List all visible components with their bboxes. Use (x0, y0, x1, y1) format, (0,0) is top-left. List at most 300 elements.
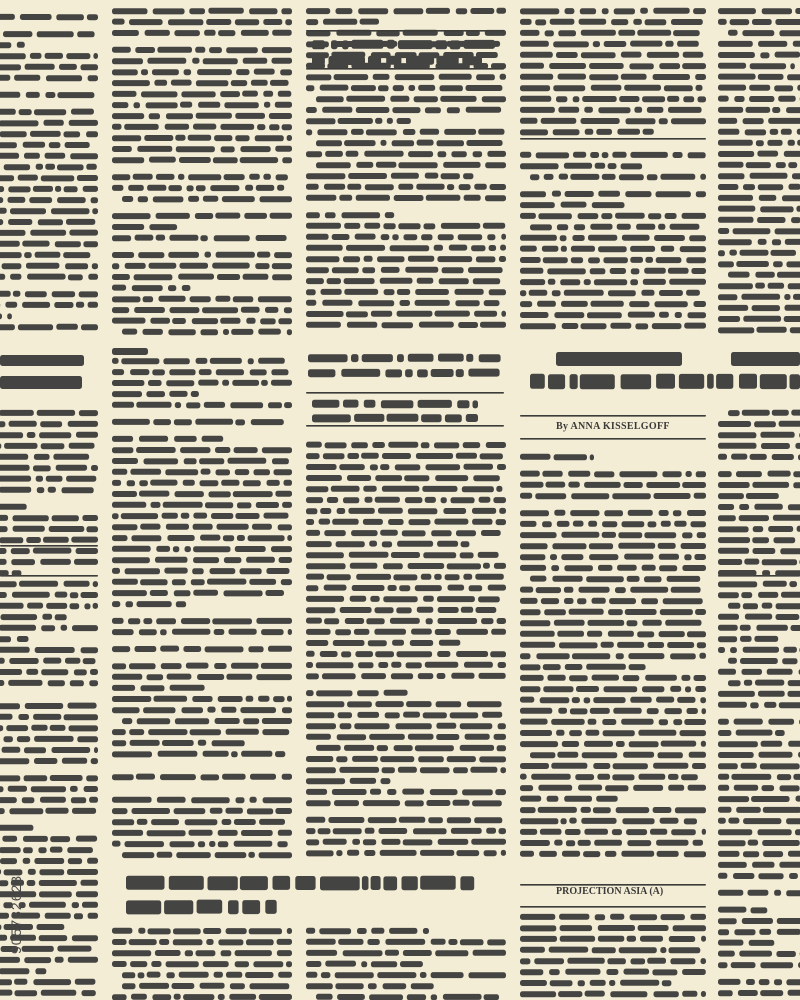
column-2-lower-line (163, 358, 189, 364)
column-1-lower-line (93, 603, 98, 609)
column-1-upper-line (41, 175, 75, 181)
column-3-lower-line (382, 486, 420, 492)
subhead-smudge (341, 369, 380, 377)
column-4-upper-line (592, 202, 625, 208)
subhead-smudge (431, 369, 454, 377)
column-3-lower-line (361, 453, 379, 459)
column-3-upper-line (398, 223, 420, 229)
column-5-upper-line (718, 294, 737, 300)
column-2-lower-line (230, 402, 263, 408)
column-4-bottom-line (682, 969, 706, 975)
column-2-upper-line (256, 185, 274, 191)
column-2-upper-line (175, 135, 185, 141)
column-4-bottom-line (624, 969, 650, 975)
column-2-lower-line (112, 740, 126, 746)
column-4-upper-line (680, 246, 706, 252)
column-4-bottom-line (690, 914, 706, 920)
column-1-lower-line (39, 880, 77, 886)
column-4-lower-line (616, 807, 650, 813)
column-3-bottom-line (420, 972, 427, 978)
column-1-lower-line (68, 421, 98, 427)
column-4-lower-line (645, 675, 677, 681)
column-3-upper-line (425, 173, 439, 179)
column-3-lower-line (445, 574, 460, 580)
column-2-upper-line (112, 69, 138, 75)
column-2-lower-line (112, 808, 128, 814)
column-2-upper-line (280, 69, 292, 75)
column-4-lower-line (520, 675, 544, 681)
column-2-upper-line (263, 91, 273, 97)
column-1-lower-line (0, 968, 29, 974)
column-4-upper-line (520, 163, 559, 169)
column-4-upper-line (634, 107, 642, 113)
column-2-lower-line (193, 513, 207, 519)
column-5-lower-line (742, 918, 773, 924)
column-3-lower-line (461, 607, 473, 613)
column-4-lower-line (682, 565, 706, 571)
column-2-bottom-line (139, 983, 169, 989)
column-4-upper-line (520, 312, 549, 318)
column-1-lower-line (0, 808, 5, 814)
column-3-bottom-line (431, 972, 464, 978)
column-5-upper-line (729, 250, 737, 256)
column-1-lower-line (64, 581, 90, 587)
column-4-lower-line (682, 482, 706, 488)
column-1-lower-line (43, 658, 61, 664)
column-4-lower-line (562, 851, 580, 857)
column-2-bottom-line (221, 950, 232, 956)
column-4-lower-line (546, 482, 566, 488)
column-3-upper-line (474, 311, 497, 317)
column-4-lower-line (554, 620, 585, 626)
column-2-lower-line (243, 718, 259, 724)
column-3-bottom-line (306, 928, 315, 934)
column-5-lower-line (758, 829, 792, 835)
column-2-upper-line (272, 30, 292, 36)
column-1-upper-line (0, 241, 20, 247)
subhead-smudge (364, 400, 376, 408)
column-1-lower-line (82, 990, 96, 996)
column-3-upper-line (419, 322, 454, 328)
column-5-upper-line (782, 195, 800, 201)
column-2-lower-line (273, 696, 285, 702)
column-4-lower-line (520, 620, 550, 626)
column-3-lower-line (336, 756, 347, 762)
column-3-lower-line (378, 508, 403, 514)
column-2-upper-line (112, 185, 123, 191)
column-4-bottom-line (598, 936, 624, 942)
column-4-upper-line (537, 301, 556, 307)
column-3-lower-line (453, 767, 468, 773)
column-1-upper-line (29, 197, 52, 203)
column-3-upper-line (501, 311, 506, 317)
column-3-lower-line (306, 839, 319, 845)
column-1-upper-line (92, 208, 98, 214)
column-2-upper-line (168, 285, 176, 291)
column-4-upper-line (591, 301, 624, 307)
column-3-lower-line (320, 651, 338, 657)
column-2-upper-line (192, 318, 218, 324)
column-4-upper-line (584, 279, 591, 285)
subhead-smudge (308, 354, 348, 362)
column-4-bottom-line (620, 980, 659, 986)
bottom-headline-smudge (197, 900, 223, 914)
column-2-upper-line (112, 174, 130, 180)
column-1-upper-line (2, 263, 22, 269)
column-2-lower-line (275, 808, 292, 814)
column-5-upper-line (742, 30, 774, 36)
column-rule (306, 30, 504, 32)
column-2-lower-line (112, 696, 151, 702)
column-3-lower-line (382, 767, 395, 773)
column-4-upper-line (590, 268, 606, 274)
column-4-lower-line (586, 730, 600, 736)
column-1-lower-line (62, 758, 87, 764)
column-3-upper-line (364, 256, 373, 262)
column-3-lower-line (464, 464, 494, 470)
column-3-upper-line (371, 311, 392, 317)
column-3-lower-line (394, 745, 413, 751)
column-2-lower-line (176, 852, 211, 858)
column-4-lower-line (674, 521, 686, 527)
column-3-lower-line (410, 640, 433, 646)
column-3-lower-line (398, 767, 417, 773)
column-2-upper-line (150, 318, 170, 324)
column-4-upper-line (520, 268, 543, 274)
column-5-lower-line (718, 752, 754, 758)
column-5-upper-line (757, 151, 778, 157)
column-5-lower-line (718, 537, 750, 543)
column-5-lower-line (718, 907, 746, 913)
column-1-lower-line (0, 924, 1, 930)
column-4-upper-line (589, 74, 618, 80)
column-5-upper-line (718, 74, 756, 80)
column-1-lower-line (62, 487, 94, 493)
column-5-upper-line (718, 184, 738, 190)
stock-id-text: 905782623 (8, 874, 24, 954)
column-4-upper-line (561, 301, 588, 307)
column-5-upper-line (774, 85, 793, 91)
column-4-upper-line (671, 19, 703, 25)
column-3-lower-line (306, 541, 332, 547)
stock-id-label (6, 640, 26, 960)
column-4-upper-line (541, 118, 577, 124)
column-3-upper-line (339, 195, 352, 201)
column-5-lower-line (752, 482, 789, 488)
column-4-lower-line (605, 851, 617, 857)
column-1-lower-line (25, 703, 63, 709)
column-4-lower-line (568, 482, 579, 488)
column-1-lower-line (35, 968, 46, 974)
column-3-upper-line (351, 129, 364, 135)
column-3-lower-line (413, 828, 447, 834)
column-2-lower-line (288, 629, 292, 635)
column-2-lower-line (210, 808, 223, 814)
column-2-upper-line (272, 263, 292, 269)
column-4-upper-line (659, 290, 683, 296)
column-4-lower-line (576, 686, 599, 692)
column-4-upper-line (584, 107, 593, 113)
column-4-upper-line (643, 129, 654, 135)
column-3-lower-line (465, 734, 490, 740)
column-2-upper-line (187, 185, 194, 191)
column-4-lower-line (561, 554, 583, 560)
column-4-upper-line (626, 118, 656, 124)
column-5-lower-line (776, 951, 796, 957)
column-1-upper-line (64, 186, 78, 192)
column-2-upper-line (255, 263, 269, 269)
column-4-lower-line (612, 829, 622, 835)
column-3-lower-line (366, 618, 384, 624)
column-4-lower-line (663, 598, 703, 604)
column-4-upper-line (520, 30, 540, 36)
column-3-upper-line (468, 267, 503, 273)
column-5-lower-line (793, 774, 800, 780)
column-1-lower-line (70, 592, 79, 598)
column-5-upper-line (789, 184, 800, 190)
column-4-upper-line (668, 268, 689, 274)
column-2-upper-line (203, 58, 238, 64)
column-3-lower-line (338, 712, 352, 718)
column-2-bottom-line (286, 961, 292, 967)
column-1-upper-line (18, 324, 53, 330)
column-3-bottom-line (335, 972, 374, 978)
column-2-lower-line (112, 380, 144, 386)
column-4-lower-line (593, 697, 625, 703)
column-3-lower-line (368, 640, 387, 646)
column-2-upper-line (168, 19, 203, 25)
column-5-upper-line (788, 162, 797, 168)
subhead-smudge (387, 414, 419, 422)
column-4-lower-line (629, 741, 659, 747)
column-3-lower-line (332, 519, 359, 525)
column-5-lower-line (788, 851, 800, 857)
column-5-lower-line (743, 647, 779, 653)
column-5-lower-line (756, 625, 788, 631)
column-4-lower-line (541, 598, 559, 604)
column-2-lower-line (268, 402, 282, 408)
column-2-lower-line (146, 391, 165, 397)
column-4-upper-line (558, 107, 579, 113)
column-4-upper-line (560, 279, 580, 285)
column-4-bottom-line (520, 947, 545, 953)
column-2-lower-line (235, 546, 266, 552)
column-4-upper-line (520, 118, 538, 124)
column-5-upper-line (756, 140, 764, 146)
column-2-lower-line (202, 436, 224, 442)
column-3-lower-line (491, 629, 506, 635)
column-1-lower-line (41, 443, 65, 449)
column-1-upper-line (35, 252, 61, 258)
column-3-upper-line (306, 173, 345, 179)
column-4-lower-line (644, 576, 662, 582)
column-5-lower-line (728, 680, 741, 686)
column-1-lower-line (76, 891, 98, 897)
column-3-upper-line (500, 74, 506, 80)
column-1-lower-line (71, 797, 86, 803)
column-4-lower-line (520, 631, 555, 637)
column-2-lower-line (275, 751, 285, 757)
column-2-upper-line (112, 285, 126, 291)
column-4-upper-line (598, 191, 620, 197)
column-5-lower-line (779, 421, 800, 427)
column-2-upper-line (146, 102, 178, 108)
column-1-upper-line (5, 302, 17, 308)
column-1-upper-line (71, 109, 94, 115)
column-4-lower-line (659, 565, 677, 571)
column-2-upper-line (178, 274, 214, 280)
column-2-lower-line (218, 841, 229, 847)
column-2-upper-line (206, 19, 231, 25)
subhead-smudge (354, 414, 384, 422)
column-2-upper-line (255, 135, 284, 141)
column-5-lower-line (736, 807, 761, 813)
column-3-lower-line (421, 574, 432, 580)
column-4-lower-line (594, 471, 614, 477)
bottom-headline-smudge (228, 900, 239, 914)
column-4-upper-line (520, 8, 559, 14)
column-1-lower-line (57, 946, 91, 952)
column-3-upper-line (447, 107, 460, 113)
column-2-lower-line (182, 707, 204, 713)
column-5-lower-line (752, 537, 769, 543)
column-3-upper-line (306, 289, 316, 295)
column-3-upper-line (439, 278, 469, 284)
column-1-upper-line (54, 302, 73, 308)
column-3-lower-line (374, 629, 406, 635)
column-3-upper-line (362, 267, 375, 273)
column-2-upper-line (124, 124, 159, 130)
column-4-lower-line (602, 719, 616, 725)
column-5-lower-line (734, 929, 755, 935)
column-4-upper-line (545, 30, 554, 36)
column-4-lower-line (613, 708, 641, 714)
column-4-lower-line (659, 554, 679, 560)
column-2-lower-line (222, 380, 229, 386)
column-5-upper-line (718, 195, 753, 201)
column-2-lower-line (266, 568, 289, 574)
column-3-lower-line (438, 839, 469, 845)
column-2-lower-line (112, 685, 135, 691)
subhead-smudge (462, 56, 482, 65)
column-3-lower-line (306, 519, 314, 525)
column-3-upper-line (426, 195, 461, 201)
column-2-lower-line (164, 568, 187, 574)
column-3-bottom-line (306, 939, 336, 945)
column-3-lower-line (471, 839, 506, 845)
column-4-upper-line (550, 19, 575, 25)
column-3-upper-line (346, 151, 359, 157)
column-1-upper-line (88, 302, 98, 308)
column-4-upper-line (614, 8, 635, 14)
subhead-smudge (329, 56, 366, 65)
column-4-lower-line (639, 774, 666, 780)
column-4-upper-line (619, 96, 639, 102)
column-1-upper-line (69, 120, 98, 126)
column-5-lower-line (718, 432, 756, 438)
column-2-lower-line (152, 369, 165, 375)
column-4-upper-line (659, 63, 680, 69)
montreal-subhead-smudge (739, 374, 757, 389)
subhead-smudge (408, 354, 434, 362)
column-5-upper-line (793, 294, 800, 300)
column-2-upper-line (195, 213, 213, 219)
column-3-lower-line (443, 508, 466, 514)
column-2-lower-line (282, 774, 292, 780)
column-4-upper-line (562, 323, 579, 329)
column-5-upper-line (718, 162, 744, 168)
column-4-lower-line (520, 532, 557, 538)
column-5-upper-line (734, 96, 744, 102)
column-5-upper-line (718, 206, 755, 212)
column-4-lower-line (660, 818, 679, 824)
column-4-lower-line (583, 851, 600, 857)
column-1-upper-line (66, 219, 95, 225)
column-2-lower-line (112, 601, 120, 607)
column-2-bottom-line (166, 961, 199, 967)
column-3-lower-line (336, 850, 342, 856)
column-2-upper-line (152, 69, 179, 75)
subhead-smudge (479, 354, 501, 362)
column-5-upper-line (785, 305, 800, 311)
column-5-upper-line (741, 294, 780, 300)
montreal-headline-smudge (731, 352, 800, 366)
column-4-lower-line (629, 664, 646, 670)
column-4-lower-line (659, 510, 669, 516)
column-4-lower-line (608, 631, 634, 637)
column-3-upper-line (434, 245, 443, 251)
column-4-upper-line (571, 246, 595, 252)
column-2-upper-line (176, 146, 215, 152)
column-2-upper-line (270, 80, 289, 86)
column-1-lower-line (22, 946, 54, 952)
column-5-lower-line (755, 680, 784, 686)
column-2-lower-line (287, 535, 292, 541)
column-5-lower-line (788, 990, 800, 996)
column-1-upper-line (0, 252, 22, 258)
column-5-upper-line (757, 217, 785, 223)
column-1-lower-line (12, 570, 22, 576)
column-4-upper-line (561, 202, 587, 208)
column-2-lower-line (155, 557, 188, 563)
column-3-lower-line (380, 530, 398, 536)
column-5-upper-line (743, 184, 755, 190)
column-5-lower-line (795, 829, 800, 835)
column-3-upper-line (443, 162, 480, 168)
column-3-lower-line (306, 585, 318, 591)
column-1-lower-line (46, 603, 67, 609)
column-1-upper-line (0, 142, 17, 148)
column-2-lower-line (112, 729, 126, 735)
column-3-lower-line (350, 596, 367, 602)
column-4-lower-line (564, 796, 592, 802)
column-4-lower-line (624, 482, 643, 488)
column-1-lower-line (39, 935, 67, 941)
column-5-lower-line (718, 929, 729, 935)
column-2-lower-line (197, 674, 224, 680)
column-5-lower-line (718, 763, 738, 769)
column-3-lower-line (316, 690, 352, 696)
column-3-lower-line (423, 712, 447, 718)
column-3-lower-line (306, 817, 325, 823)
column-4-lower-line (648, 521, 657, 527)
column-1-lower-line (65, 658, 80, 664)
column-2-lower-line (147, 830, 186, 836)
column-5-lower-line (743, 851, 759, 857)
column-4-lower-line (650, 829, 667, 835)
column-2-lower-line (198, 841, 205, 847)
column-3-upper-line (306, 129, 312, 135)
